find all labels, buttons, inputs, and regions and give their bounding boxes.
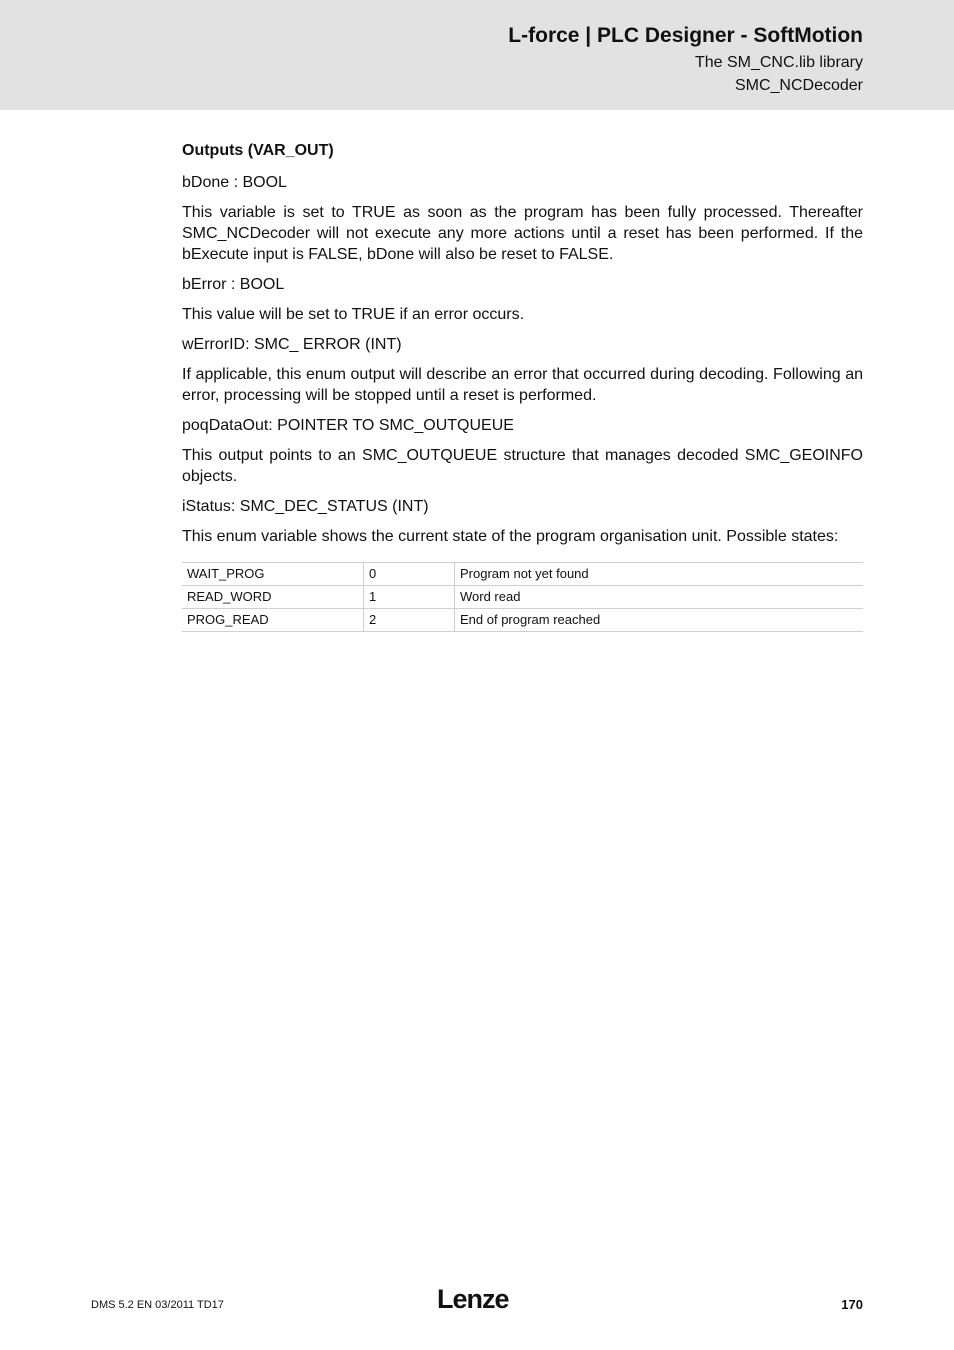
document-title: L-force | PLC Designer - SoftMotion [508,24,863,47]
table-row [182,586,863,609]
var-description-poqdataout: This output points to an SMC_OUTQUEUE structure that manages decoded SMC_GEOINFO objects. [182,447,863,485]
document-id: DMS 5.2 EN 03/2011 TD17 [91,1299,224,1311]
state-value: 1 [364,586,455,609]
var-description-bdone: This variable is set to TRUE as soon as the program has been fully processed. Thereafter SMC_NCDecoder will not execute any more actions until a reset has been performed. If the bExecute input is FALSE, bDone will also be reset to FALSE. [182,204,863,263]
var-description-istatus: This enum variable shows the current state of the program organisation unit. Possible states: [182,528,839,545]
var-description-werrorid: If applicable, this enum output will describe an error that occurred during decoding. Following an error, processing will be stopped until a reset is performed. [182,366,863,404]
state-value: 0 [364,563,455,586]
state-value: 2 [364,609,455,632]
page-header [0,0,954,110]
state-meaning: End of program reached [455,609,864,632]
var-declaration-berror: bError : BOOL [182,276,285,293]
table-row [182,609,863,632]
table-row [182,563,863,586]
section-name: SMC_NCDecoder [734,77,863,94]
var-declaration-bdone: bDone : BOOL [182,174,287,191]
section-heading: Outputs (VAR_OUT) [182,142,334,159]
page-content [182,140,863,632]
var-declaration-werrorid: wErrorID: SMC_ ERROR (INT) [182,336,402,353]
var-description-berror: This value will be set to TRUE if an error occurs. [182,306,525,323]
states-table [182,562,863,632]
state-meaning: Program not yet found [455,563,864,586]
library-name: The SM_CNC.lib library [694,54,863,71]
state-meaning: Word read [455,586,864,609]
lenze-logo: Lenze [437,1284,509,1314]
state-name: PROG_READ [182,609,364,632]
state-name: READ_WORD [182,586,364,609]
var-declaration-poqdataout: poqDataOut: POINTER TO SMC_OUTQUEUE [182,417,514,434]
page-number: 170 [841,1297,863,1312]
state-name: WAIT_PROG [182,563,364,586]
var-declaration-istatus: iStatus: SMC_DEC_STATUS (INT) [182,498,429,515]
